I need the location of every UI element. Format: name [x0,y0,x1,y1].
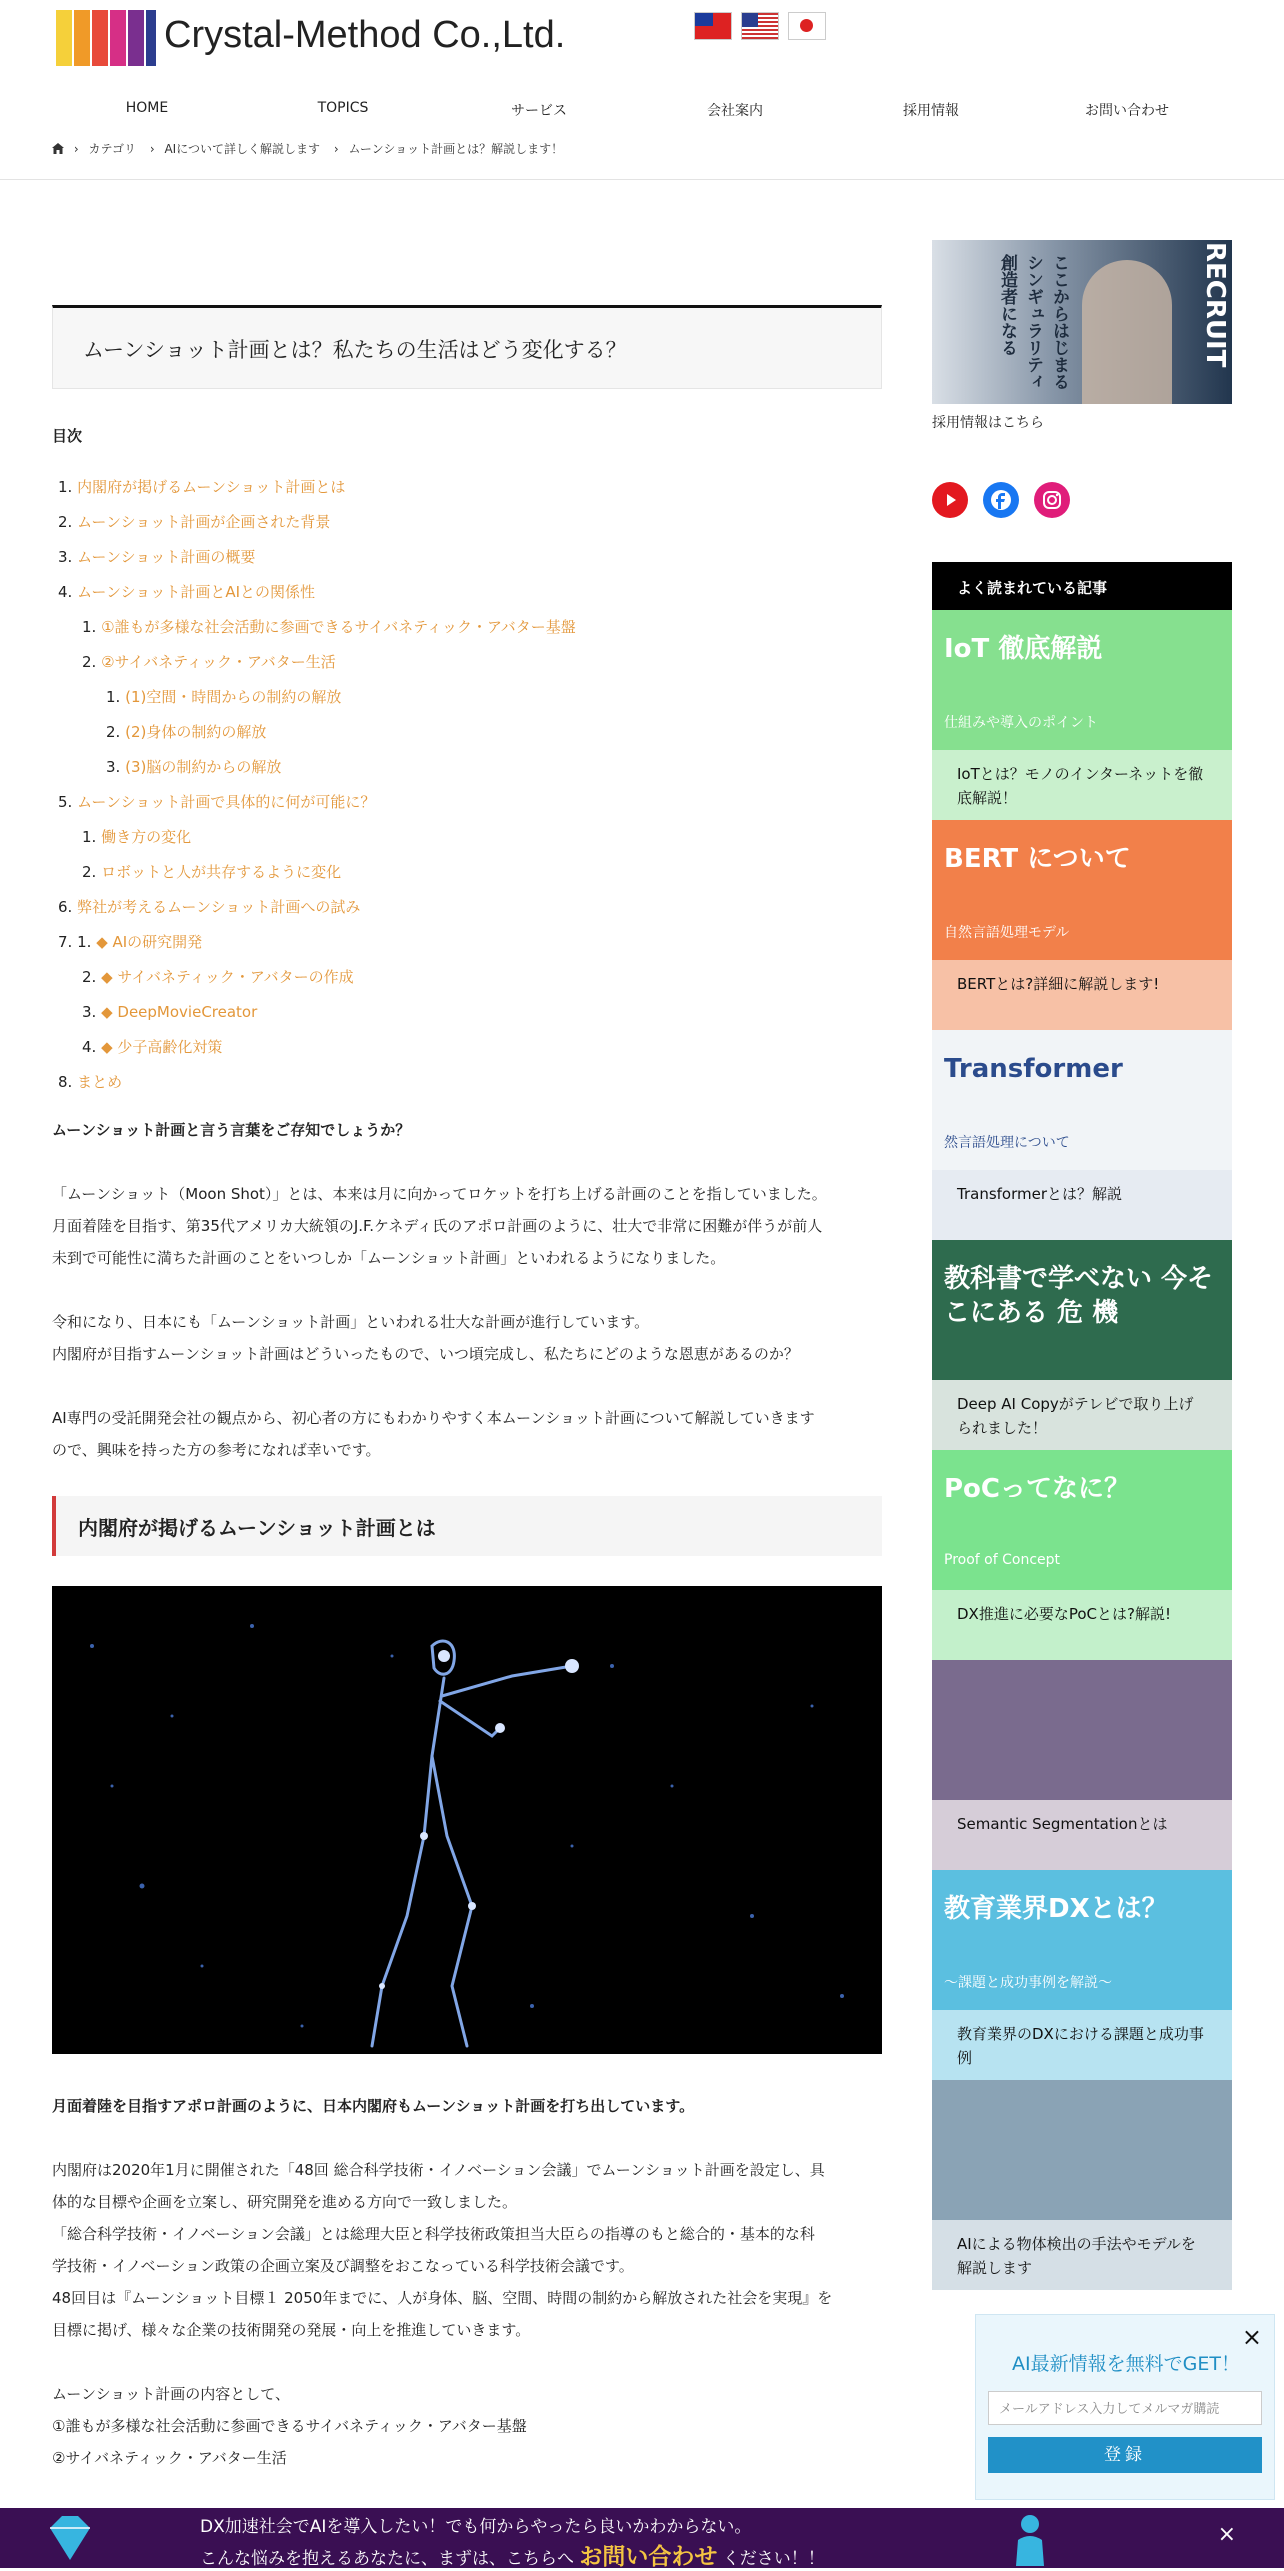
sidebar [932,240,1232,2290]
flag-taiwan-icon[interactable] [694,12,732,40]
banner-text: ください！！ [717,2549,825,2569]
thumbnail-text: IoT 徹底解説 [944,634,1103,664]
toc-item[interactable] [52,645,882,680]
toc-item[interactable] [52,680,882,715]
social-links [932,482,1232,522]
article-title[interactable]: AIによる物体検出の手法やモデルを解説します [932,2220,1232,2290]
popular-article-card[interactable] [932,1660,1232,1870]
toc-item[interactable] [52,925,882,960]
toc-link[interactable]: ムーンショット計画とAIとの関係性 [77,583,316,601]
language-switcher [694,12,830,40]
header-divider [0,179,1284,180]
paragraph-contents [52,2378,882,2474]
article-thumbnail [932,820,1232,960]
breadcrumb-separator: › [333,142,339,156]
article-title: ムーンショット計画とは？私たちの生活はどう変化する？ [52,305,882,389]
person-icon [1010,2510,1050,2566]
breadcrumb-ai[interactable]: AIについて詳しく解説します [164,142,320,156]
toc-number: 2. [82,863,97,881]
main-nav [52,90,1232,130]
toc-link[interactable]: ムーンショット計画で具体的に何が可能に？ [77,793,376,811]
popular-article-card[interactable] [932,820,1232,1030]
nav-contact[interactable]: お問い合わせ [1085,103,1169,119]
thumbnail-text: Transformer [944,1054,1123,1084]
thumbnail-text: 教育業界DXとは？ [944,1894,1168,1924]
face-graphic [1082,260,1172,404]
toc-link[interactable]: (1)空間・時間からの制約の解放 [125,688,342,706]
toc-number: 3. [58,548,73,566]
thumbnail-subtext: 〜課題と成功事例を解説〜 [944,1975,1112,1991]
toc-item[interactable] [52,505,882,540]
toc-number: 4. [58,583,73,601]
facebook-icon[interactable] [983,482,1019,518]
flag-usa-icon[interactable] [741,12,779,40]
image-caption: 月面着陸を目指すアポロ計画のように、日本内閣府もムーンショット計画を打ち出しています。 [52,2097,695,2115]
text-line: ので、興味を持った方の参考になれば幸いです。 [52,1441,381,1459]
popular-article-card[interactable] [932,2080,1232,2290]
text-line: ②サイバネティック・アバター生活 [52,2449,287,2467]
toc-item[interactable] [52,575,882,610]
recruit-banner[interactable] [932,240,1232,404]
toc-item[interactable] [52,715,882,750]
popular-articles-heading: よく読まれている記事 [932,562,1232,610]
toc-item[interactable] [52,855,882,890]
toc-link[interactable]: ◆ 少子高齢化対策 [101,1038,223,1056]
logo-text: Crystal-Method Co.,Ltd. [164,14,566,56]
thumbnail-text: PoCってなに？ [944,1474,1130,1504]
subscribe-button[interactable]: 登録 [988,2437,1262,2473]
article-title[interactable]: Deep AI Copyがテレビで取り上げられました！ [932,1380,1232,1450]
thumbnail-subtext: 然言語処理について [944,1135,1070,1151]
toc-link[interactable]: 内閣府が掲げるムーンショット計画とは [77,478,346,496]
nav-services[interactable]: サービス [511,103,567,119]
toc-number: 3. [82,1003,97,1021]
toc-link[interactable]: 弊社が考えるムーンショット計画への試み [77,898,361,916]
toc-number: 1. [82,828,97,846]
intro-paragraph [52,1178,882,1274]
toc-link[interactable]: ◆ DeepMovieCreator [101,1003,258,1021]
banner-line-1: DX加速社会でAIを導入したい！でも何からやったら良いかわからない。 [200,2517,752,2537]
text-line: ムーンショット計画の内容として、 [52,2385,290,2403]
toc-item[interactable] [52,610,882,645]
toc-title: 目次 [52,427,83,445]
breadcrumb-separator: › [149,142,155,156]
article-thumbnail [932,1660,1232,1800]
contact-banner[interactable] [0,2508,1284,2568]
toc-link[interactable]: ムーンショット計画が企画された背景 [77,513,331,531]
toc-link[interactable]: まとめ [77,1073,123,1091]
article-thumbnail [932,1450,1232,1590]
toc-number: 6. [58,898,73,916]
toc-item[interactable] [52,960,882,995]
toc-item[interactable] [52,540,882,575]
toc-link[interactable]: 働き方の変化 [101,828,192,846]
toc-link[interactable]: ロボットと人が共存するように変化 [101,863,342,881]
paragraph-reiwa [52,1306,882,1370]
home-icon[interactable] [52,142,68,156]
youtube-icon[interactable] [932,482,968,518]
popular-articles-list [932,610,1232,2290]
toc-item[interactable] [52,1065,882,1100]
toc-number: 1. [82,618,97,636]
breadcrumb-separator: › [73,142,79,156]
article-title[interactable]: BERTとは?詳細に解説します! [932,960,1232,1030]
article-title[interactable]: Transformerとは？解説 [932,1170,1232,1240]
toc-number: 2. [58,513,73,531]
article-title[interactable]: IoTとは？モノのインターネットを徹底解説！ [932,750,1232,820]
toc-link[interactable]: ◆ サイバネティック・アバターの作成 [101,968,354,986]
text-line: AI専門の受託開発会社の観点から、初心者の方にもわかりやすく本ムーンショット計画について解説していきます [52,1409,815,1427]
close-icon[interactable]: × [1217,2522,1236,2547]
recruit-caption[interactable]: 採用情報はこちら [932,415,1044,431]
intro-question: ムーンショット計画と言う言葉をご存知でしょうか？ [52,1121,411,1139]
thumbnail-subtext: Proof of Concept [944,1552,1060,1568]
newsletter-popup [975,2314,1275,2500]
thumbnail-text: 教科書で学べない 今そこにある 危 機 [944,1264,1214,1328]
toc-item[interactable] [52,820,882,855]
toc-number: 2. [106,723,121,741]
toc-item[interactable] [52,890,882,925]
diamond-icon [40,2510,100,2566]
glowing-figure-illustration [52,1586,882,2054]
breadcrumb-category[interactable]: カテゴリ [88,142,136,156]
thumbnail-subtext: 仕組みや導入のポイント [944,715,1098,731]
toc-number: 1. [58,478,73,496]
article-title[interactable]: DX推進に必要なPoCとは?解説! [932,1590,1232,1660]
thumbnail-subtext: 自然言語処理モデル [944,925,1070,941]
text-line: 未到で可能性に満ちた計画のことをいつしか「ムーンショット計画」といわれるようになりました。 [52,1249,726,1267]
hero-image [52,1586,882,2054]
toc-link[interactable]: ムーンショット計画の概要 [77,548,256,566]
toc-item[interactable] [52,750,882,785]
breadcrumb-current: ムーンショット計画とは？解説します！ [348,142,564,156]
text-line: 「ムーンショット（Moon Shot）」とは、本来は月に向かってロケットを打ち上げる計画のことを指していました。 [52,1185,827,1203]
breadcrumb [52,140,569,157]
popular-article-card[interactable] [932,1030,1232,1240]
toc-link[interactable]: ①誰もが多様な社会活動に参画できるサイバネティック・アバター基盤 [101,618,576,636]
nav-topics[interactable]: TOPICS [317,100,369,116]
paragraph-cabinet [52,2154,882,2346]
nav-home[interactable]: HOME [125,100,169,116]
article [52,305,882,2474]
popup-title: AI最新情報を無料でGET！ [1012,2353,1240,2375]
toc-link[interactable]: ②サイバネティック・アバター生活 [101,653,336,671]
toc-link[interactable]: ◆ AIの研究開発 [96,933,203,951]
toc-number: 1. [106,688,121,706]
article-thumbnail [932,1240,1232,1380]
text-line: 月面着陸を目指す、第35代アメリカ大統領のJ.F.ケネディ氏のアポロ計画のように、壮大で非常に困難が伴うが前人 [52,1217,823,1235]
toc-number: 2. [82,653,97,671]
article-thumbnail [932,1870,1232,2010]
nav-recruit[interactable]: 採用情報 [903,103,959,119]
article-title[interactable]: 教育業界のDXにおける課題と成功事例 [932,2010,1232,2080]
text-line: 令和になり、日本にも「ムーンショット計画」といわれる壮大な計画が進行しています。 [52,1313,650,1331]
company-logo[interactable] [52,6,592,74]
article-thumbnail [932,1030,1232,1170]
toc-item[interactable] [52,1030,882,1065]
email-field[interactable]: メールアドレス入力してメルマガ購読 [988,2391,1262,2425]
popular-article-card[interactable] [932,1240,1232,1450]
instagram-icon[interactable] [1034,482,1070,518]
toc-item[interactable] [52,995,882,1030]
recruit-banner-text: ここからはじまる シンギュラリティ 創造者になる [997,254,1069,390]
popular-article-card[interactable] [932,1870,1232,2080]
text-line: 内閣府が目指すムーンショット計画はどういったもので、いつ頃完成し、私たちにどのような恩恵があるのか？ [52,1345,799,1363]
toc-number: 3. [106,758,121,776]
banner-text: こんな悩みを抱えるあなたに、まずは、こちらへ [200,2549,580,2569]
article-thumbnail [932,2080,1232,2220]
thumbnail-text: BERT について [944,844,1131,874]
popular-article-card[interactable] [932,1450,1232,1660]
toc-number: 5. [58,793,73,811]
text-line: 学技術・イノベーション政策の企画立案及び調整をおこなっている科学技術会議です。 [52,2257,634,2275]
nav-company[interactable]: 会社案内 [707,103,763,119]
toc-link[interactable]: (2)身体の制約の解放 [125,723,267,741]
toc-item[interactable] [52,785,882,820]
popular-article-card[interactable] [932,610,1232,820]
toc-item[interactable] [52,470,882,505]
table-of-contents [52,470,882,1100]
toc-number: 4. [82,1038,97,1056]
text-line: 48回目は『ムーンショット目標１ 2050年までに、人が身体、脳、空間、時間の制約から解放された社会を実現』を [52,2289,833,2307]
section-heading: 内閣府が掲げるムーンショット計画とは [52,1496,882,1556]
close-icon[interactable]: × [1241,2323,1262,2351]
logo-mark [52,6,158,68]
text-line: ①誰もが多様な社会活動に参画できるサイバネティック・アバター基盤 [52,2417,527,2435]
toc-number: 2. [82,968,97,986]
toc-link[interactable]: (3)脳の制約からの解放 [125,758,282,776]
text-line: 「総合科学技術・イノベーション会議」とは総理大臣と科学技術政策担当大臣らの指導のもと総合的・基本的な科 [52,2225,815,2243]
paragraph-company [52,1402,882,1466]
flag-japan-icon[interactable] [788,12,826,40]
article-title[interactable]: Semantic Segmentationとは [932,1800,1232,1870]
text-line: 内閣府は2020年1月に開催された「48回 総合科学技術・イノベーション会議」でムーンショット計画を設定し、具 [52,2161,825,2179]
text-line: 目標に掲げ、様々な企業の技術開発の発展・向上を推進していきます。 [52,2321,531,2339]
banner-highlight[interactable]: お問い合わせ [579,2544,718,2570]
banner-line-2 [200,2538,825,2571]
toc-number: 8. [58,1073,73,1091]
text-line: 体的な目標や企画を立案し、研究開発を進める方向で一致しました。 [52,2193,518,2211]
article-thumbnail [932,610,1232,750]
recruit-side-label: RECRUIT [1200,242,1230,368]
toc-number: 7. 1. [58,933,92,951]
